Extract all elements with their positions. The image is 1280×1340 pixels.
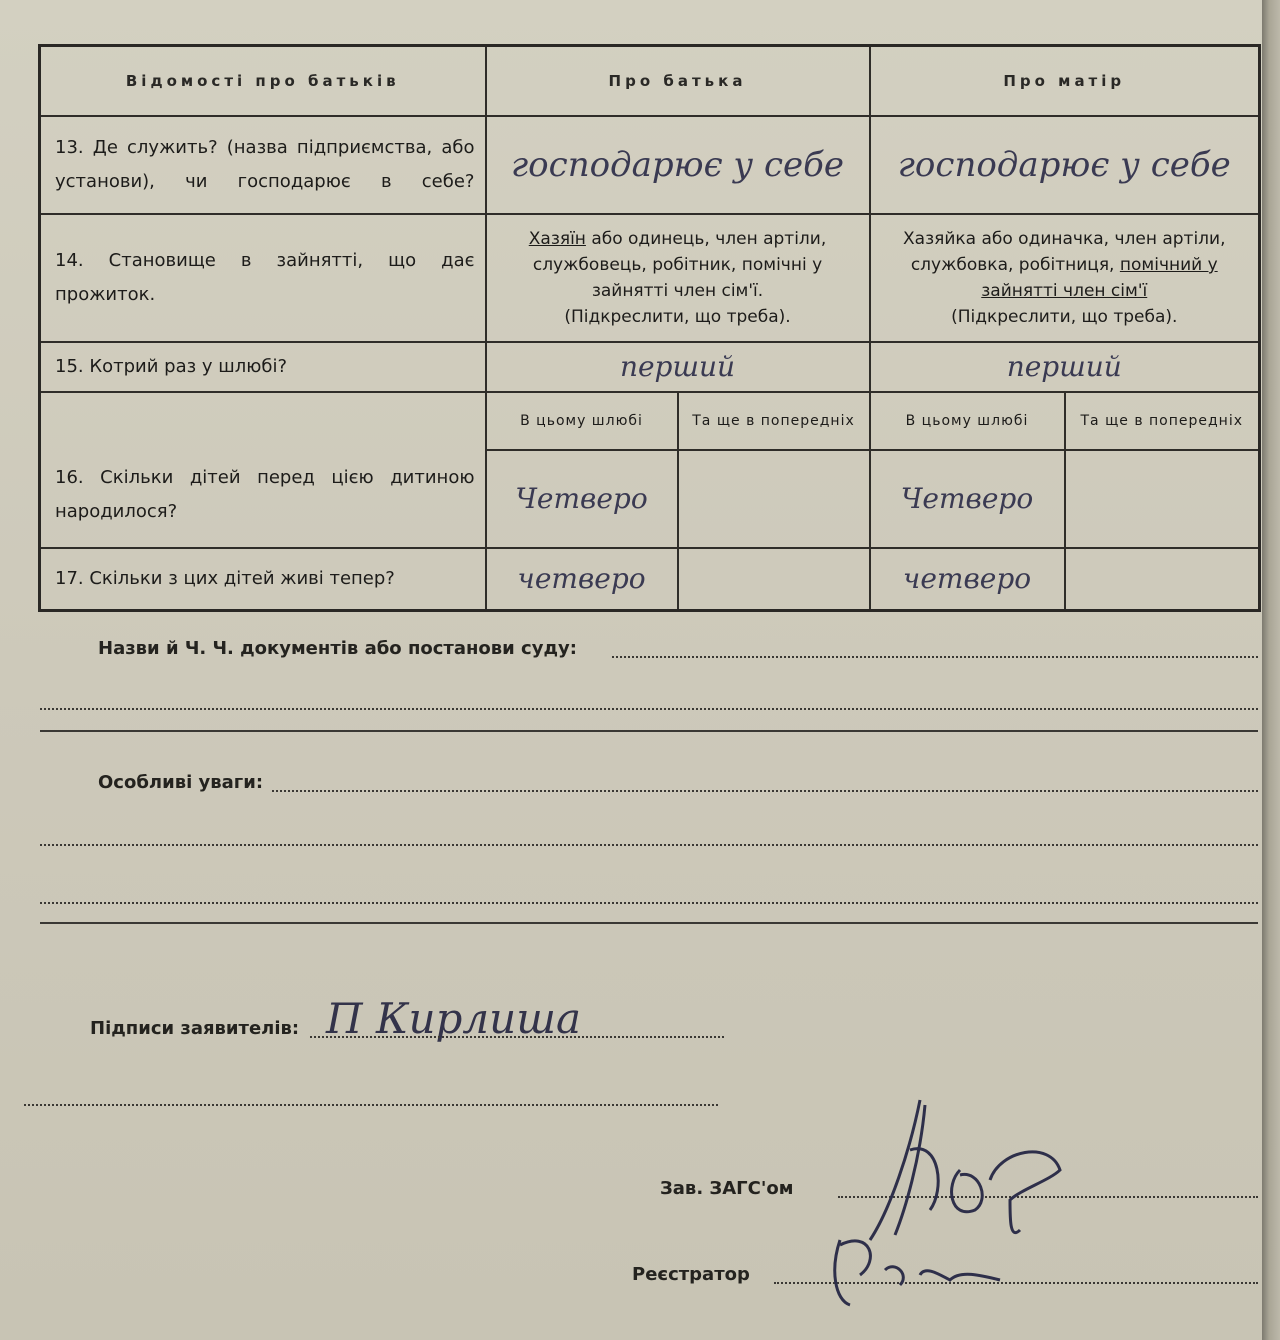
question-13: 13. Де служить? (назва підприємства, або установи), чи господарює в себе? bbox=[40, 116, 486, 214]
question-17: 17. Скільки з цих дітей живі тепер? bbox=[40, 548, 486, 611]
remarks-separator bbox=[40, 922, 1258, 924]
header-mother: Про матір bbox=[870, 46, 1260, 117]
question-14: 14. Становище в зайнятті, що дає прожиток. bbox=[40, 214, 486, 342]
answer-16-father-this: Четверо bbox=[486, 450, 678, 548]
documents-label: Назви й Ч. Ч. документів або постанови суду: bbox=[98, 638, 577, 659]
remarks-line-3 bbox=[40, 902, 1258, 904]
applicant-signature: П Кирлиша bbox=[326, 994, 582, 1043]
answer-13-father: господарює у себе bbox=[486, 116, 870, 214]
registrar-label: Реєстратор bbox=[632, 1264, 750, 1285]
father-status-options: або одинець, член артіли, службовець, робітник, помічні у зайнятті член сім'ї. bbox=[532, 229, 827, 301]
mother-status-selected: помічний у зайнятті член сім'ї bbox=[981, 255, 1218, 301]
signatures-label: Підписи заявителів: bbox=[90, 1018, 300, 1039]
sub-this-marriage-mother: В цьому шлюбі bbox=[870, 392, 1065, 450]
answer-14-father bbox=[486, 214, 870, 342]
documents-line-2 bbox=[40, 708, 1258, 710]
answer-17-father-prev bbox=[678, 548, 870, 611]
remarks-line-2 bbox=[40, 844, 1258, 846]
answer-17-mother-prev bbox=[1065, 548, 1260, 611]
answer-16-mother-prev bbox=[1065, 450, 1260, 548]
answer-17-father-this: четверо bbox=[486, 548, 678, 611]
documents-separator bbox=[40, 730, 1258, 732]
sub-previous-father: Та ще в попередніх bbox=[678, 392, 870, 450]
mother-status-options: Хазяйка або одиначка, член артіли, службовка, робітниця, bbox=[903, 229, 1226, 275]
parents-info-table bbox=[38, 44, 1261, 612]
head-label: Зав. ЗАГС'ом bbox=[660, 1178, 794, 1199]
applicant-signature-line-1 bbox=[310, 1036, 724, 1038]
question-16: 16. Скільки дітей перед цією дитиною народилося? bbox=[40, 392, 486, 548]
question-15: 15. Котрий раз у шлюбі? bbox=[40, 342, 486, 392]
remarks-label: Особливі уваги: bbox=[98, 772, 264, 793]
father-status-note: (Підкреслити, що треба). bbox=[564, 307, 791, 327]
answer-13-mother: господарює у себе bbox=[870, 116, 1260, 214]
applicant-signature-line-2 bbox=[24, 1104, 718, 1106]
answer-16-mother-this: Четверо bbox=[870, 450, 1065, 548]
remarks-line-1 bbox=[272, 790, 1258, 792]
page-edge bbox=[1262, 0, 1280, 1340]
answer-15-father: перший bbox=[486, 342, 870, 392]
header-parents-info: Відомості про батьків bbox=[40, 46, 486, 117]
answer-14-mother bbox=[870, 214, 1260, 342]
mother-status-note: (Підкреслити, що треба). bbox=[951, 307, 1178, 327]
registrar-signature bbox=[800, 1220, 1010, 1320]
documents-line-1 bbox=[612, 656, 1258, 658]
answer-15-mother: перший bbox=[870, 342, 1260, 392]
father-status-selected: Хазяїн bbox=[528, 229, 586, 249]
answer-17-mother-this: четверо bbox=[870, 548, 1065, 611]
sub-previous-mother: Та ще в попередніх bbox=[1065, 392, 1260, 450]
answer-16-father-prev bbox=[678, 450, 870, 548]
header-father: Про батька bbox=[486, 46, 870, 117]
sub-this-marriage-father: В цьому шлюбі bbox=[486, 392, 678, 450]
